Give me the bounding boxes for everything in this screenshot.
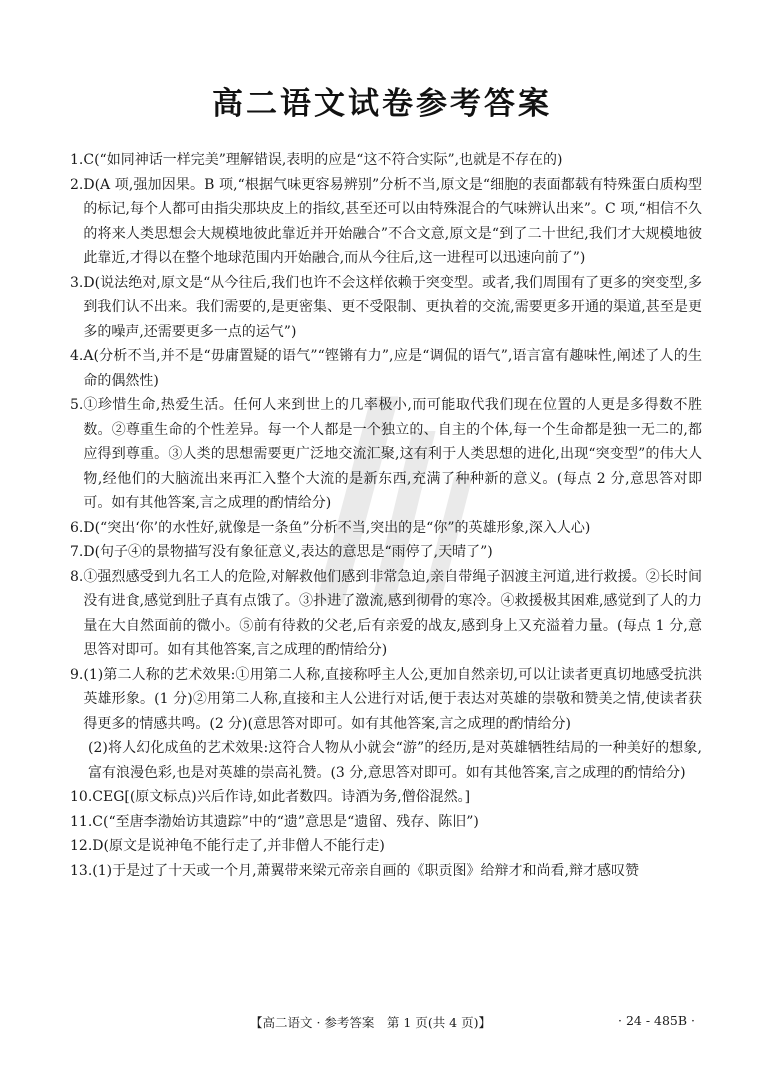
answer-number: 1.: [70, 152, 84, 168]
answer-text: (1)第二人称的艺术效果:①用第二人称,直接称呼主人公,更加自然亲切,可以让读者更真切地感受抗洪英雄形象。(1 分)②用第二人称,直接和主人公进行对话,便于表达对英雄的崇敬和赞美之情,使读者获得更多的情感共鸣。(2 分)(意思答对即可。如有其他答案,言之成理的酌情给分): [83, 666, 702, 732]
answer-number: 9.: [70, 666, 84, 683]
answer-number: 4.: [70, 348, 84, 364]
answer-number: 11.: [70, 813, 93, 830]
answer-text: D(“突出‘你’的水性好,就像是一条鱼”分析不当,突出的是“你”的英雄形象,深入人心): [83, 519, 591, 536]
answer-text: ①珍惜生命,热爱生活。任何人来到世上的几率极小,而可能取代我们现在位置的人更是多得数不胜数。②尊重生命的个性差异。每一个人都是一个独立的、自主的个体,每一个生命都是独一无二的,都应得到尊重。③人类的思想需要更广泛地交流汇聚,这有利于人类思想的进化,出现“突变型”的伟大人物,经他们的大脑流出来再汇入整个大流的是新东西,充满了种种新的意义。(每点 2 分,意思答对即可。如有其他答案,言之成理的酌情给分): [83, 397, 702, 511]
answer-number: 10.: [70, 789, 93, 805]
answer-item-9: [70, 663, 702, 737]
answer-text: D(句子④的景物描写没有象征意义,表达的意思是“雨停了,天晴了”): [83, 544, 493, 560]
page-title: 高二语文试卷参考答案: [212, 86, 552, 122]
answer-list: [70, 148, 702, 883]
answer-item-4: [70, 344, 702, 393]
page-footer: [0, 1013, 764, 1035]
answer-number: 6.: [70, 519, 84, 536]
answer-item-5: [70, 393, 702, 516]
footer-code: · 24 - 485B ·: [618, 1013, 696, 1028]
answer-item-2: [70, 173, 702, 271]
answer-text: ①强烈感受到九名工人的危险,对解救他们感到非常急迫,亲自带绳子泅渡主河道,进行救援。②长时间没有进食,感觉到肚子真有点饿了。③扑进了激流,感到彻骨的寒冷。④救援极其困难,感觉到了人的力量在大自然面前的微小。⑤前有待救的父老,后有亲爱的战友,感到身上又充溢着力量。(每点 1 分,意思答对即可。如有其他答案,言之成理的酌情给分): [83, 568, 702, 658]
answer-item-11: [70, 810, 702, 835]
answer-text: D(A 项,强加因果。B 项,“根据气味更容易辨别”分析不当,原文是“细胞的表面都载有特殊蛋白质构型的标记,每个人都可由指尖那块皮上的指纹,甚至还可以由特殊混合的气味辨认出来”。C 项,“相信不久的将来人类思想会大规模地彼此靠近并开始融合”不合文意,原文是“到了二十世纪,我们才大规模地彼此靠近,才得以在整个地球范围内开始融合,而从今往后,这一进程可以迅速向前了”): [83, 176, 702, 266]
answer-number: 13.: [70, 862, 93, 879]
answer-number: 2.: [70, 176, 84, 193]
answer-text: C(“如同神话一样完美”理解错误,表明的应是“这不符合实际”,也就是不存在的): [83, 152, 563, 168]
answer-number: 8.: [70, 568, 84, 585]
answer-item-10: [70, 785, 702, 810]
answer-item-9-part-2: (2)将人幻化成鱼的艺术效果:这符合人物从小就会“游”的经历,是对英雄牺牲结局的一种美好的想象,富有浪漫色彩,也是对英雄的崇高礼赞。(3 分,意思答对即可。如有其他答案,言之成理的酌情给分): [88, 740, 702, 781]
answer-item-3: [70, 271, 702, 345]
answer-item-12: [70, 834, 702, 859]
answer-number: 3.: [70, 274, 84, 291]
answer-text: D(原文是说神龟不能行走了,并非僧人不能行走): [92, 838, 385, 854]
answer-item-13: [70, 859, 702, 884]
answer-text: D(说法绝对,原文是“从今往后,我们也许不会这样依赖于突变型。或者,我们周围有了更多的突变型,多到我们认不出来。我们需要的,是更密集、更不受限制、更执着的交流,需要更多开通的渠道,甚至是更多的噪声,还需要更多一点的运气”): [83, 274, 702, 340]
answer-text: (1)于是过了十天或一个月,萧翼带来梁元帝亲自画的《职贡图》给辩才和尚看,辩才感叹赞: [92, 862, 639, 879]
answer-item-1: [70, 148, 702, 173]
answer-item-6: [70, 516, 702, 541]
answer-number: 7.: [70, 544, 84, 560]
answer-number: 5.: [70, 397, 84, 413]
answer-item-7: [70, 540, 702, 565]
answer-number: 12.: [70, 838, 93, 854]
footer-page-info: 【高二语文 · 参考答案 第 1 页(共 4 页)】: [250, 1015, 491, 1030]
answer-text: CEG[(原文标点)兴后作诗,如此者数四。诗酒为务,僧俗混然。]: [92, 789, 471, 805]
answer-item-8: [70, 565, 702, 663]
answer-text: A(分析不当,并不是“毋庸置疑的语气”“铿锵有力”,应是“调侃的语气”,语言富有趣味性,阐述了人的生命的偶然性): [83, 348, 702, 389]
answer-text: C(“至唐李渤始访其遗踪”中的“遗”意思是“遗留、残存、陈旧”): [92, 813, 479, 830]
